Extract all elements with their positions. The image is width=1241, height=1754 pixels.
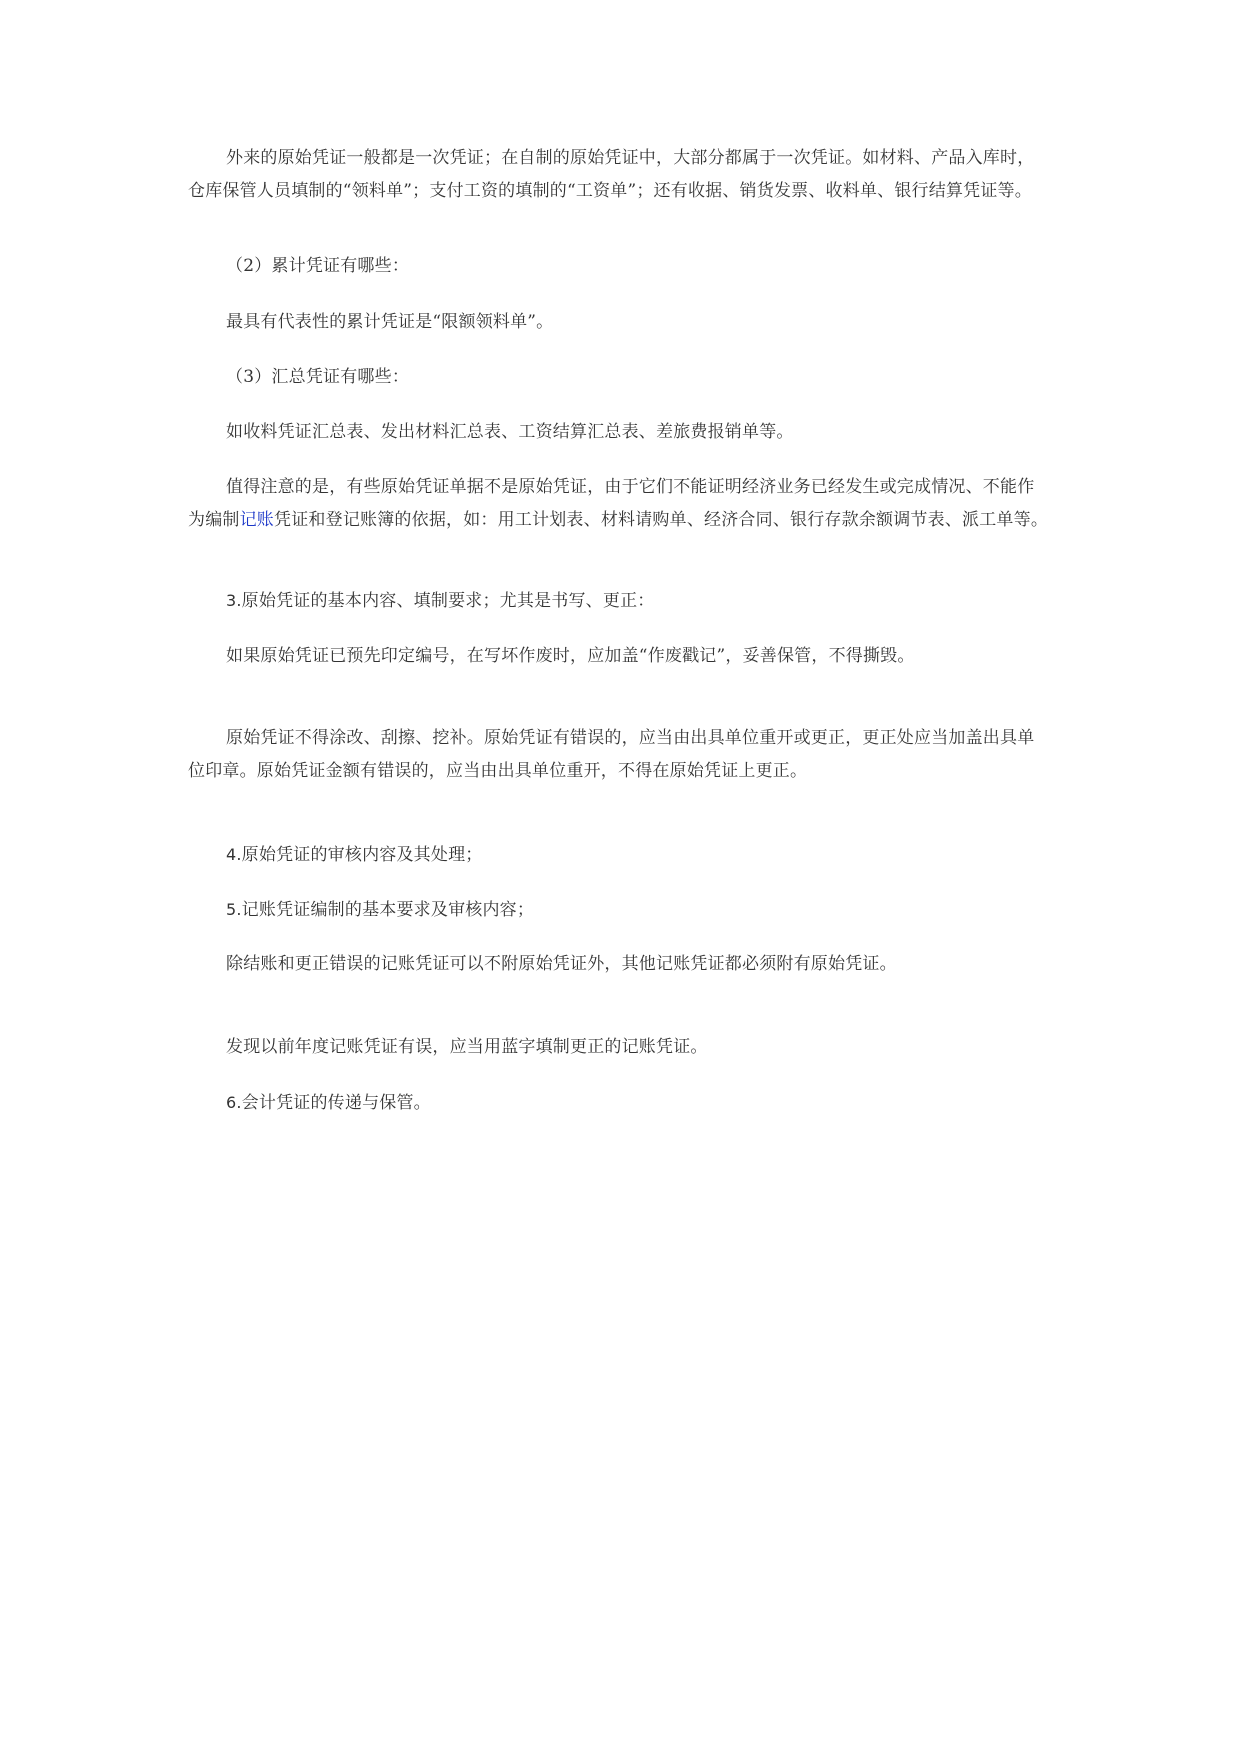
section-4-title: 原始凭证的审核内容及其处理； <box>241 845 483 865</box>
section-6-number: 6. <box>226 1093 242 1112</box>
paragraph-single-vouchers: 外来的原始凭证一般都是一次凭证；在自制的原始凭证中，大部分都属于一次凭证。如材料、产品入库时，仓库保管人员填制的“领料单”；支付工资的填制的“工资单”；还有收据、销货发票、收料单、银行结算凭证等。 <box>188 148 1035 201</box>
section-5-heading <box>188 893 1050 927</box>
paragraph-voided-numbering: 如果原始凭证已预先印定编号，在写坏作废时，应加盖“作废戳记”，妥善保管，不得撕毁。 <box>226 646 915 666</box>
section-6-title: 会计凭证的传递与保管。 <box>241 1093 431 1113</box>
section-4-heading <box>188 838 1050 872</box>
paragraph-prior-year-correction: 发现以前年度记账凭证有误，应当用蓝字填制更正的记账凭证。 <box>226 1037 708 1057</box>
paragraph-attachment-rule: 除结账和更正错误的记账凭证可以不附原始凭证外，其他记账凭证都必须附有原始凭证。 <box>226 954 897 974</box>
paragraph-text-before-link: 值得注意的是，有些原始凭证单据不是原始凭证，由于它们不能证明经济业务已经发生或完成情况、不能作为编制 <box>188 477 1035 530</box>
paragraph-no-alteration: 原始凭证不得涂改、刮擦、挖补。原始凭证有错误的，应当由出具单位重开或更正，更正处应当加盖出具单位印章。原始凭证金额有错误的，应当由出具单位重开，不得在原始凭证上更正。 <box>188 728 1035 781</box>
section-4-number: 4. <box>226 845 242 864</box>
section-5-title: 记账凭证编制的基本要求及审核内容； <box>241 900 535 920</box>
paragraph-text-after-link: 凭证和登记账簿的依据，如：用工计划表、材料请购单、经济合同、银行存款余额调节表、派工单等。 <box>274 510 1049 530</box>
paragraph-non-original-documents <box>188 471 1050 537</box>
section-3-heading <box>188 584 1050 618</box>
bookkeeping-link[interactable]: 记账 <box>239 510 275 530</box>
section-3-number: 3. <box>226 591 242 610</box>
section-5-number: 5. <box>226 900 242 919</box>
heading-cumulative-vouchers: （2）累计凭证有哪些： <box>226 256 410 276</box>
paragraph-cumulative-example: 最具有代表性的累计凭证是“限额领料单”。 <box>226 312 554 332</box>
paragraph-summary-examples: 如收料凭证汇总表、发出材料汇总表、工资结算汇总表、差旅费报销单等。 <box>226 422 794 442</box>
heading-summary-vouchers: （3）汇总凭证有哪些： <box>226 367 410 387</box>
section-3-title: 原始凭证的基本内容、填制要求；尤其是书写、更正： <box>241 591 655 611</box>
section-6-heading <box>188 1086 1050 1120</box>
